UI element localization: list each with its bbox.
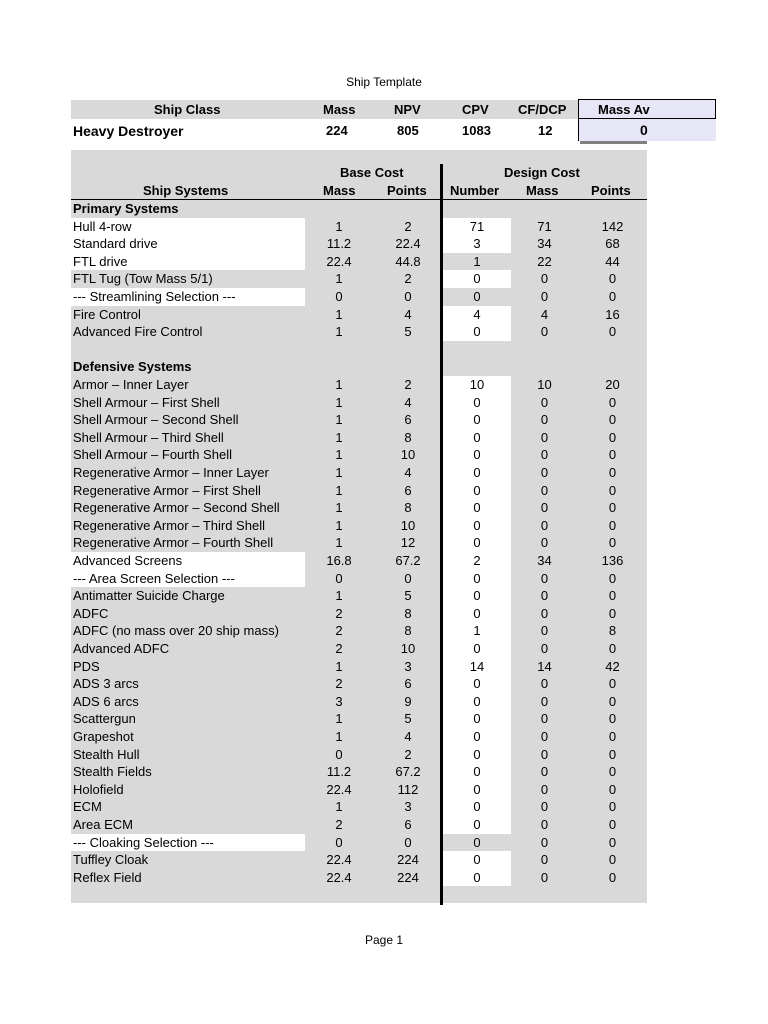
system-name: Holofield [73, 781, 124, 797]
ship-class-header: Ship Class [154, 102, 221, 117]
system-name: Shell Armour – Third Shell [73, 429, 224, 445]
base-points-cell: 2 [404, 377, 412, 392]
base-mass-cell: 22.4 [326, 852, 352, 868]
system-name: Fire Control [73, 306, 141, 322]
base-points-cell: 44.8 [395, 253, 421, 269]
design-points-cell: 0 [608, 834, 617, 850]
system-name: Tuffley Cloak [73, 852, 149, 868]
number-input[interactable]: 1 [473, 253, 481, 269]
design-mass-cell: 0 [540, 412, 549, 428]
system-name: ADFC [73, 605, 109, 621]
base-mass-cell: 11.2 [326, 236, 352, 252]
summary-header-row [71, 100, 647, 119]
system-row [71, 570, 647, 588]
number-input[interactable]: 10 [443, 376, 511, 394]
number-input[interactable]: 0 [443, 605, 511, 623]
base-points-cell: 0 [404, 570, 412, 586]
design-mass-cell: 34 [537, 553, 552, 568]
system-row [71, 499, 647, 517]
base-mass-cell: 1 [335, 324, 343, 340]
base-points-cell: 10 [400, 641, 416, 656]
base-cost-header: Base Cost [340, 165, 404, 180]
design-points-cell: 68 [605, 236, 620, 252]
base-mass-cell: 1 [335, 729, 343, 744]
number-input[interactable]: 0 [443, 693, 511, 711]
section-title: Primary Systems [73, 201, 179, 216]
system-name: Advanced Fire Control [73, 324, 203, 340]
number-input[interactable]: 0 [443, 411, 511, 429]
base-points-cell: 224 [397, 852, 419, 868]
system-row [71, 218, 647, 236]
npv-value: 805 [397, 123, 419, 138]
ship-class-value[interactable]: Heavy Destroyer [73, 123, 184, 139]
number-input[interactable]: 0 [443, 816, 511, 834]
design-mass-cell: 0 [540, 482, 549, 498]
system-row [71, 235, 647, 253]
system-row [71, 622, 647, 640]
base-points-cell: 8 [404, 429, 412, 445]
base-mass-cell: 1 [335, 306, 343, 322]
number-input[interactable]: 0 [443, 763, 511, 781]
system-row [71, 270, 647, 288]
base-mass-cell: 1 [335, 377, 343, 392]
system-name: PDS [73, 658, 100, 674]
system-row [71, 658, 647, 676]
system-name: ADS 3 arcs [73, 676, 139, 692]
cpv-value: 1083 [462, 123, 491, 138]
base-mass-cell: 2 [335, 676, 343, 692]
system-name: Regenerative Armor – Fourth Shell [73, 535, 274, 551]
system-name: FTL drive [71, 253, 305, 271]
base-mass-cell: 0 [335, 289, 343, 304]
base-points-cell: 12 [400, 535, 416, 551]
cpv-header: CPV [462, 102, 489, 117]
system-row [71, 798, 647, 816]
design-mass-cell: 0 [540, 271, 549, 287]
design-points-cell: 44 [605, 253, 620, 269]
base-points-cell: 112 [397, 781, 419, 797]
number-header: Number [450, 183, 500, 198]
system-name: ADS 6 arcs [73, 693, 139, 709]
system-name: Area ECM [73, 817, 133, 832]
design-mass-cell: 0 [540, 289, 549, 304]
base-mass-cell: 2 [335, 817, 343, 832]
design-points-cell: 0 [608, 729, 617, 744]
base-mass-cell: 0 [335, 834, 343, 850]
number-input[interactable]: 0 [443, 728, 511, 746]
base-points-cell: 5 [404, 588, 412, 604]
design-mass-cell: 0 [540, 852, 549, 868]
design-mass-cell: 0 [540, 588, 549, 604]
design-points-cell: 0 [608, 271, 617, 287]
system-row [71, 763, 647, 781]
base-mass-header: Mass [323, 183, 356, 198]
design-cost-header: Design Cost [504, 165, 580, 180]
number-input[interactable]: 4 [443, 306, 511, 324]
mass-available-header: Mass Av [578, 99, 716, 119]
system-row [71, 710, 647, 728]
design-mass-cell: 0 [540, 517, 549, 533]
base-points-cell: 6 [404, 412, 412, 428]
base-points-cell: 8 [404, 623, 412, 639]
base-points-cell: 0 [404, 834, 412, 850]
system-row [71, 464, 647, 482]
base-mass-cell: 1 [335, 447, 343, 463]
design-points-cell: 0 [608, 693, 617, 709]
system-name: Grapeshot [73, 729, 134, 744]
design-points-cell: 0 [608, 482, 617, 498]
design-mass-cell: 0 [540, 676, 549, 692]
base-points-cell: 10 [400, 447, 416, 463]
design-mass-cell: 0 [540, 799, 549, 815]
design-mass-cell: 0 [540, 535, 549, 551]
section-header-row [71, 358, 647, 376]
number-input[interactable]: 0 [443, 517, 511, 535]
number-input[interactable]: 0 [443, 323, 511, 341]
system-name: ADFC (no mass over 20 ship mass) [73, 623, 279, 639]
npv-header: NPV [394, 102, 421, 117]
base-points-cell: 6 [404, 482, 412, 498]
base-points-cell: 5 [404, 324, 412, 340]
base-mass-cell: 22.4 [326, 253, 352, 269]
design-points-cell: 136 [601, 553, 624, 568]
system-row [71, 728, 647, 746]
base-points-cell: 3 [404, 658, 412, 674]
design-points-cell: 0 [608, 711, 617, 727]
system-name: ECM [73, 799, 102, 815]
number-input[interactable]: 0 [443, 869, 511, 887]
number-input[interactable]: 0 [443, 499, 511, 517]
design-points-cell: 0 [608, 517, 617, 533]
design-mass-cell: 0 [540, 869, 549, 885]
section-title: Defensive Systems [73, 359, 192, 375]
cost-column-divider [440, 164, 443, 905]
design-mass-cell: 4 [540, 306, 549, 322]
base-points-cell: 10 [400, 517, 416, 533]
system-name: Antimatter Suicide Charge [73, 588, 225, 604]
design-points-cell: 0 [608, 465, 617, 480]
base-mass-cell: 0 [335, 570, 343, 586]
base-mass-cell: 1 [335, 394, 343, 410]
system-row [71, 446, 647, 464]
design-mass-cell: 71 [537, 218, 552, 234]
design-points-cell: 0 [608, 764, 617, 780]
number-input[interactable]: 0 [443, 464, 511, 482]
design-mass-cell: 0 [540, 746, 549, 762]
design-mass-cell: 34 [537, 236, 552, 252]
base-mass-cell: 1 [335, 429, 343, 445]
design-points-cell: 8 [608, 623, 617, 639]
system-name: Advanced Screens [71, 552, 305, 570]
base-points-cell: 8 [404, 605, 412, 621]
number-input[interactable]: 0 [443, 570, 511, 588]
design-mass-cell: 0 [540, 570, 549, 586]
base-mass-cell: 1 [335, 517, 343, 533]
base-mass-cell: 1 [335, 412, 343, 428]
mass-header: Mass [323, 102, 356, 117]
design-mass-cell: 10 [537, 377, 552, 392]
design-points-cell: 0 [608, 641, 617, 656]
number-input[interactable]: 1 [443, 622, 511, 640]
cf-dcp-header: CF/DCP [518, 102, 567, 117]
design-points-cell: 0 [608, 869, 617, 885]
design-mass-cell: 0 [540, 641, 549, 656]
system-name: Stealth Hull [73, 746, 140, 762]
base-mass-cell: 0 [335, 746, 343, 762]
system-row [71, 640, 647, 658]
system-name: Regenerative Armor – First Shell [73, 482, 261, 498]
base-points-cell: 4 [404, 729, 412, 744]
base-points-cell: 2 [404, 746, 412, 762]
base-points-cell: 6 [404, 817, 412, 832]
number-input[interactable]: 0 [443, 587, 511, 605]
design-points-cell: 0 [608, 412, 617, 428]
design-mass-cell: 0 [540, 465, 549, 480]
base-points-header: Points [387, 183, 427, 198]
system-name: Shell Armour – Fourth Shell [73, 447, 232, 463]
system-name: Stealth Fields [73, 764, 152, 780]
design-points-cell: 0 [608, 676, 617, 692]
design-mass-header: Mass [526, 183, 559, 198]
design-points-cell: 0 [608, 447, 617, 463]
system-name: Scattergun [73, 711, 136, 727]
base-mass-cell: 22.4 [326, 781, 352, 797]
base-points-cell: 8 [404, 500, 412, 516]
design-mass-cell: 0 [540, 817, 549, 832]
design-points-cell: 0 [608, 535, 617, 551]
section-header-row [71, 200, 647, 218]
number-input[interactable]: 3 [443, 235, 511, 253]
page-footer: Page 1 [364, 933, 404, 947]
number-input[interactable]: 0 [443, 429, 511, 447]
base-mass-cell: 1 [335, 500, 343, 516]
system-row [71, 816, 647, 834]
system-name: Regenerative Armor – Second Shell [73, 500, 280, 516]
system-row [71, 376, 647, 394]
base-mass-cell: 1 [335, 535, 343, 551]
system-name: Regenerative Armor – Inner Layer [73, 465, 269, 480]
design-points-cell: 0 [608, 429, 617, 445]
number-input[interactable]: 0 [473, 289, 481, 304]
base-points-cell: 67.2 [395, 553, 421, 568]
design-points-cell: 0 [608, 324, 617, 340]
design-mass-cell: 0 [540, 711, 549, 727]
base-points-cell: 224 [397, 869, 419, 885]
base-mass-cell: 11.2 [326, 764, 352, 780]
base-mass-cell: 2 [335, 641, 343, 656]
base-mass-cell: 16.8 [326, 553, 352, 568]
design-mass-cell: 0 [540, 324, 549, 340]
number-input[interactable]: 0 [443, 798, 511, 816]
number-input[interactable]: 0 [443, 640, 511, 658]
design-points-cell: 0 [608, 588, 617, 604]
design-points-cell: 0 [608, 394, 617, 410]
base-mass-cell: 1 [335, 482, 343, 498]
base-points-cell: 4 [404, 394, 412, 410]
system-row [71, 253, 647, 271]
base-points-cell: 6 [404, 676, 412, 692]
ship-systems-header: Ship Systems [143, 183, 229, 198]
design-points-cell: 0 [608, 781, 617, 797]
design-mass-cell: 0 [540, 693, 549, 709]
design-mass-cell: 22 [537, 253, 552, 269]
system-row [71, 482, 647, 500]
base-points-cell: 2 [404, 218, 412, 234]
design-mass-cell: 0 [540, 623, 549, 639]
number-input[interactable]: 0 [443, 270, 511, 288]
number-input[interactable]: 0 [443, 710, 511, 728]
cf-dcp-value: 12 [538, 123, 553, 138]
base-mass-cell: 1 [335, 588, 343, 604]
number-input[interactable]: 71 [443, 218, 511, 236]
base-points-cell: 4 [404, 306, 412, 322]
design-mass-cell: 0 [540, 605, 549, 621]
base-points-cell: 67.2 [395, 764, 421, 780]
base-mass-cell: 1 [335, 465, 343, 480]
system-row [71, 323, 647, 341]
system-row [71, 552, 647, 570]
system-row [71, 746, 647, 764]
number-input[interactable]: 0 [443, 781, 511, 799]
system-row [71, 517, 647, 535]
system-name: --- Area Screen Selection --- [71, 570, 305, 588]
number-input[interactable]: 14 [443, 658, 511, 676]
mass-available-shadow [580, 141, 647, 144]
system-row [71, 288, 647, 306]
design-points-cell: 0 [608, 799, 617, 815]
design-points-cell: 0 [608, 605, 617, 621]
design-points-cell: 16 [605, 306, 620, 322]
system-name: Reflex Field [73, 869, 142, 885]
system-name: --- Cloaking Selection --- [71, 834, 305, 852]
design-points-cell: 0 [608, 817, 617, 832]
summary-values-row [71, 119, 647, 141]
number-input[interactable]: 0 [443, 851, 511, 869]
design-points-cell: 42 [605, 658, 620, 674]
design-points-cell: 0 [608, 570, 617, 586]
base-mass-cell: 3 [335, 693, 343, 709]
page-title: Ship Template [346, 75, 422, 89]
base-points-cell: 5 [404, 711, 412, 727]
base-mass-cell: 1 [335, 218, 343, 234]
system-name: Armor – Inner Layer [73, 377, 189, 392]
mass-available-value: 0 [640, 122, 648, 138]
system-name: Shell Armour – First Shell [73, 394, 220, 410]
base-points-cell: 2 [404, 271, 412, 287]
design-mass-cell: 0 [540, 834, 549, 850]
system-row [71, 306, 647, 324]
design-points-cell: 0 [608, 500, 617, 516]
base-points-cell: 9 [404, 693, 412, 709]
base-points-cell: 22.4 [395, 236, 421, 252]
system-row [71, 693, 647, 711]
base-mass-cell: 1 [335, 271, 343, 287]
system-row [71, 851, 647, 869]
system-row [71, 587, 647, 605]
system-name: Standard drive [71, 235, 305, 253]
system-name: Advanced ADFC [73, 641, 170, 656]
design-points-cell: 142 [601, 218, 624, 234]
base-mass-cell: 1 [335, 711, 343, 727]
blank-row [71, 341, 647, 359]
system-row [71, 781, 647, 799]
number-input[interactable]: 0 [443, 746, 511, 764]
number-input[interactable]: 0 [473, 834, 481, 850]
design-mass-cell: 0 [540, 729, 549, 744]
system-row [71, 869, 647, 887]
design-points-header: Points [591, 183, 631, 198]
system-row [71, 534, 647, 552]
base-mass-cell: 22.4 [326, 869, 352, 885]
design-mass-cell: 0 [540, 500, 549, 516]
system-name: FTL Tug (Tow Mass 5/1) [73, 271, 213, 287]
number-input[interactable]: 2 [443, 552, 511, 570]
number-input[interactable]: 0 [443, 394, 511, 412]
number-input[interactable]: 0 [443, 482, 511, 500]
system-row [71, 675, 647, 693]
number-input[interactable]: 0 [443, 534, 511, 552]
system-row [71, 394, 647, 412]
design-mass-cell: 0 [540, 764, 549, 780]
design-mass-cell: 0 [540, 781, 549, 797]
base-mass-cell: 2 [335, 605, 343, 621]
number-input[interactable]: 0 [443, 675, 511, 693]
design-points-cell: 0 [608, 289, 617, 304]
system-row [71, 411, 647, 429]
base-mass-cell: 2 [335, 623, 343, 639]
base-points-cell: 3 [404, 799, 412, 815]
system-row [71, 834, 647, 852]
design-mass-cell: 0 [540, 394, 549, 410]
design-mass-cell: 14 [537, 658, 552, 674]
base-points-cell: 4 [404, 465, 412, 480]
system-name: --- Streamlining Selection --- [71, 288, 305, 306]
system-name: Hull 4-row [71, 218, 305, 236]
system-name: Shell Armour – Second Shell [73, 412, 239, 428]
design-mass-cell: 0 [540, 447, 549, 463]
system-row [71, 605, 647, 623]
number-input[interactable]: 0 [443, 446, 511, 464]
design-points-cell: 0 [608, 852, 617, 868]
mass-value: 224 [326, 123, 348, 138]
system-name: Regenerative Armor – Third Shell [73, 517, 265, 533]
base-points-cell: 0 [404, 289, 412, 304]
system-row [71, 429, 647, 447]
design-mass-cell: 0 [540, 429, 549, 445]
design-points-cell: 0 [608, 746, 617, 762]
base-mass-cell: 1 [335, 658, 343, 674]
base-mass-cell: 1 [335, 799, 343, 815]
design-points-cell: 20 [605, 377, 620, 392]
